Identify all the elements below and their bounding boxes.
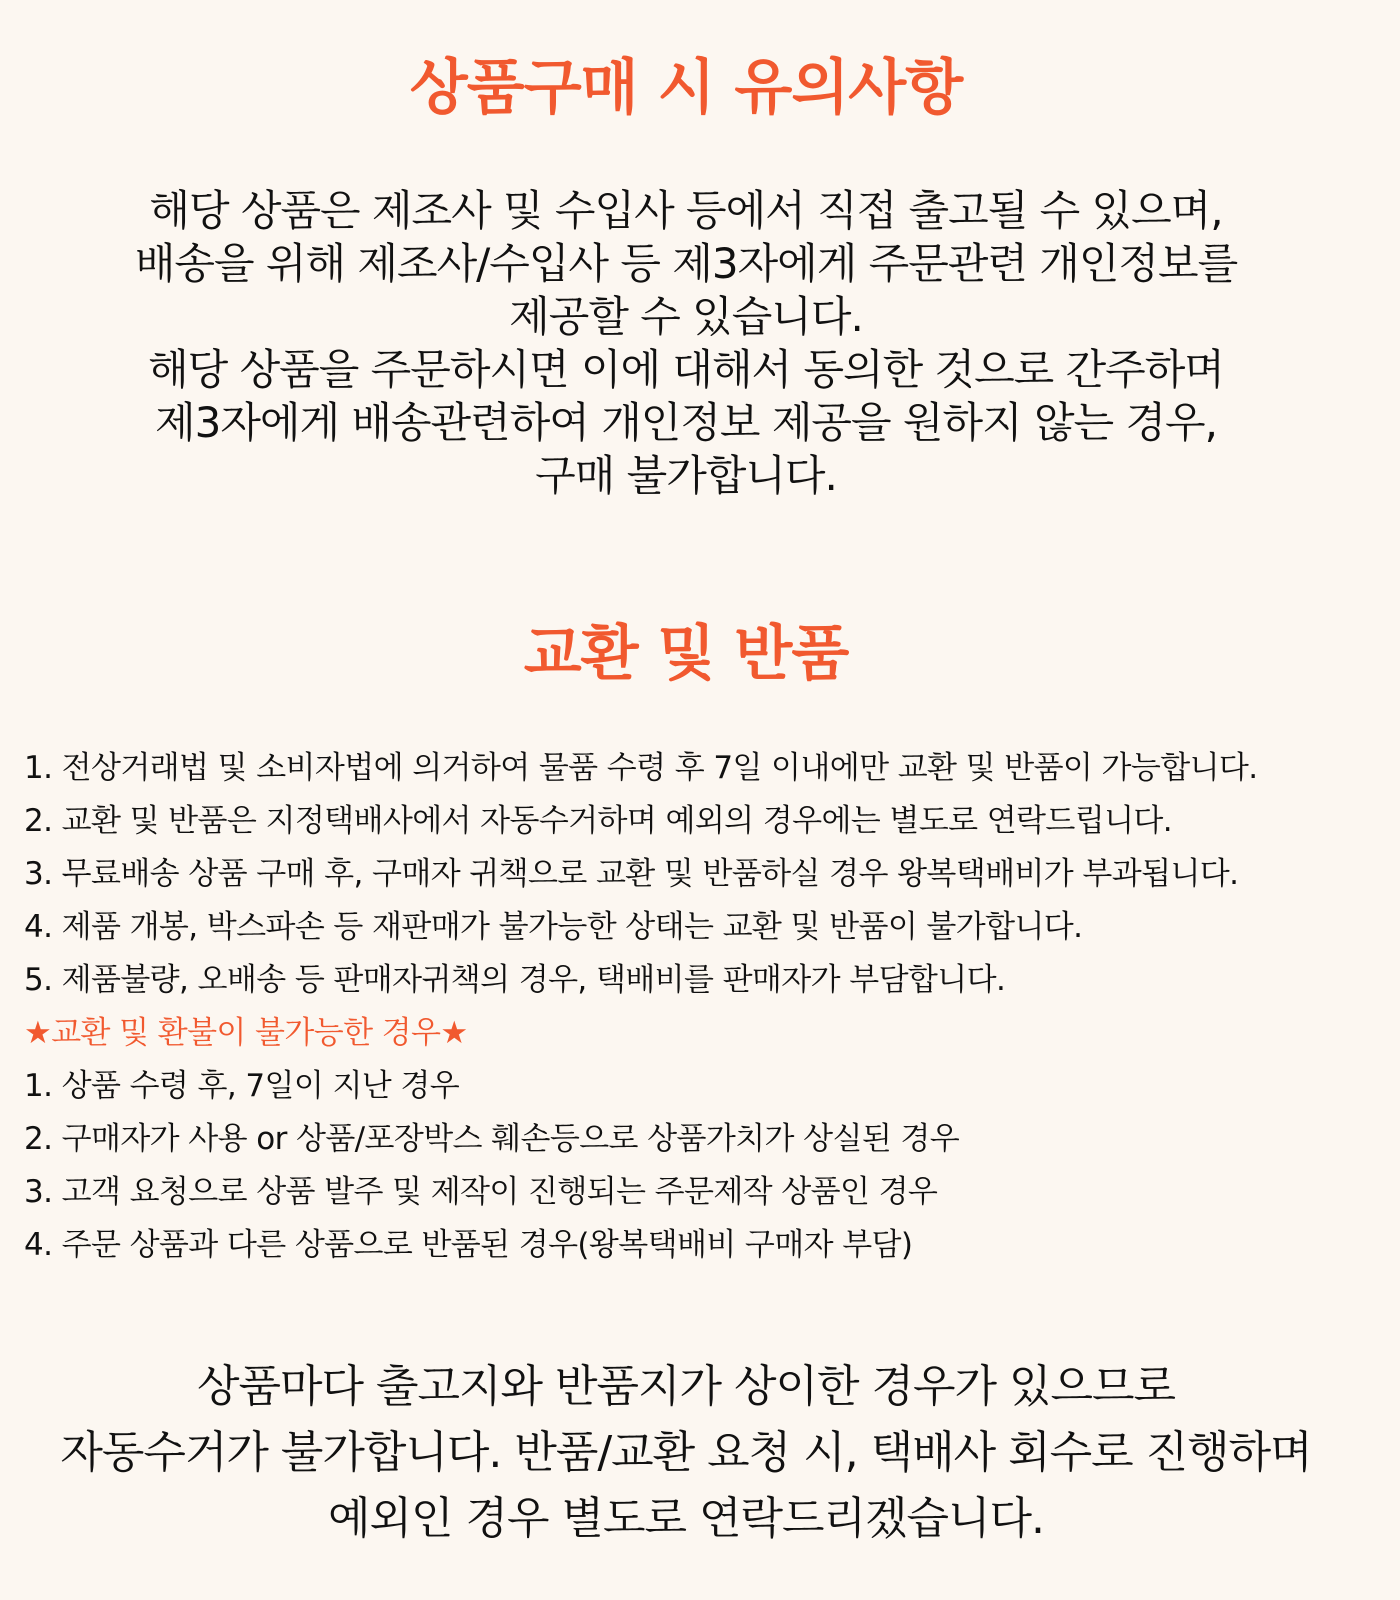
notice-line: 해당 상품을 주문하시면 이에 대해서 동의한 것으로 간주하며 <box>148 345 1224 394</box>
non-refundable-heading: ★교환 및 환불이 불가능한 경우★ <box>24 1015 468 1051</box>
non-refundable-case: 4. 주문 상품과 다른 상품으로 반품된 경우(왕복택배비 구매자 부담) <box>24 1227 913 1263</box>
non-refundable-case: 2. 구매자가 사용 or 상품/포장박스 훼손등으로 상품가치가 상실된 경우 <box>24 1121 960 1157</box>
notice-line: 배송을 위해 제조사/수입사 등 제3자에게 주문관련 개인정보를 <box>134 239 1238 288</box>
purchase-notice-body <box>0 184 1372 502</box>
non-refundable-case: 3. 고객 요청으로 상품 발주 및 제작이 진행되는 주문제작 상품인 경우 <box>24 1174 938 1210</box>
footer-line: 예외인 경우 별도로 연락드리겠습니다. <box>327 1493 1044 1544</box>
notice-line: 제공할 수 있습니다. <box>509 292 863 341</box>
policy-rule: 1. 전상거래법 및 소비자법에 의거하여 물품 수령 후 7일 이내에만 교환 및 반품이 가능합니다. <box>24 750 1258 786</box>
policy-rule: 5. 제품불량, 오배송 등 판매자귀책의 경우, 택배비를 판매자가 부담합니다. <box>24 962 1006 998</box>
exchange-return-policy-list <box>24 742 1364 1272</box>
footer-line: 상품마다 출고지와 반품지가 상이한 경우가 있으므로 <box>196 1361 1176 1412</box>
notice-line: 구매 불가합니다. <box>535 451 837 500</box>
notice-line: 해당 상품은 제조사 및 수입사 등에서 직접 출고될 수 있으며, <box>149 186 1223 235</box>
purchase-notice-title: 상품구매 시 유의사항 <box>409 53 963 123</box>
policy-rule: 2. 교환 및 반품은 지정택배사에서 자동수거하며 예외의 경우에는 별도로 연락드립니다. <box>24 803 1173 839</box>
non-refundable-case: 1. 상품 수령 후, 7일이 지난 경우 <box>24 1068 460 1104</box>
policy-rule: 4. 제품 개봉, 박스파손 등 재판매가 불가능한 상태는 교환 및 반품이 불가합니다. <box>24 909 1083 945</box>
return-pickup-notice <box>0 1354 1372 1552</box>
notice-line: 제3자에게 배송관련하여 개인정보 제공을 원하지 않는 경우, <box>155 398 1217 447</box>
exchange-return-title: 교환 및 반품 <box>523 619 849 689</box>
footer-line: 자동수거가 불가합니다. 반품/교환 요청 시, 택배사 회수로 진행하며 <box>60 1427 1312 1478</box>
policy-rule: 3. 무료배송 상품 구매 후, 구매자 귀책으로 교환 및 반품하실 경우 왕복택배비가 부과됩니다. <box>24 856 1239 892</box>
